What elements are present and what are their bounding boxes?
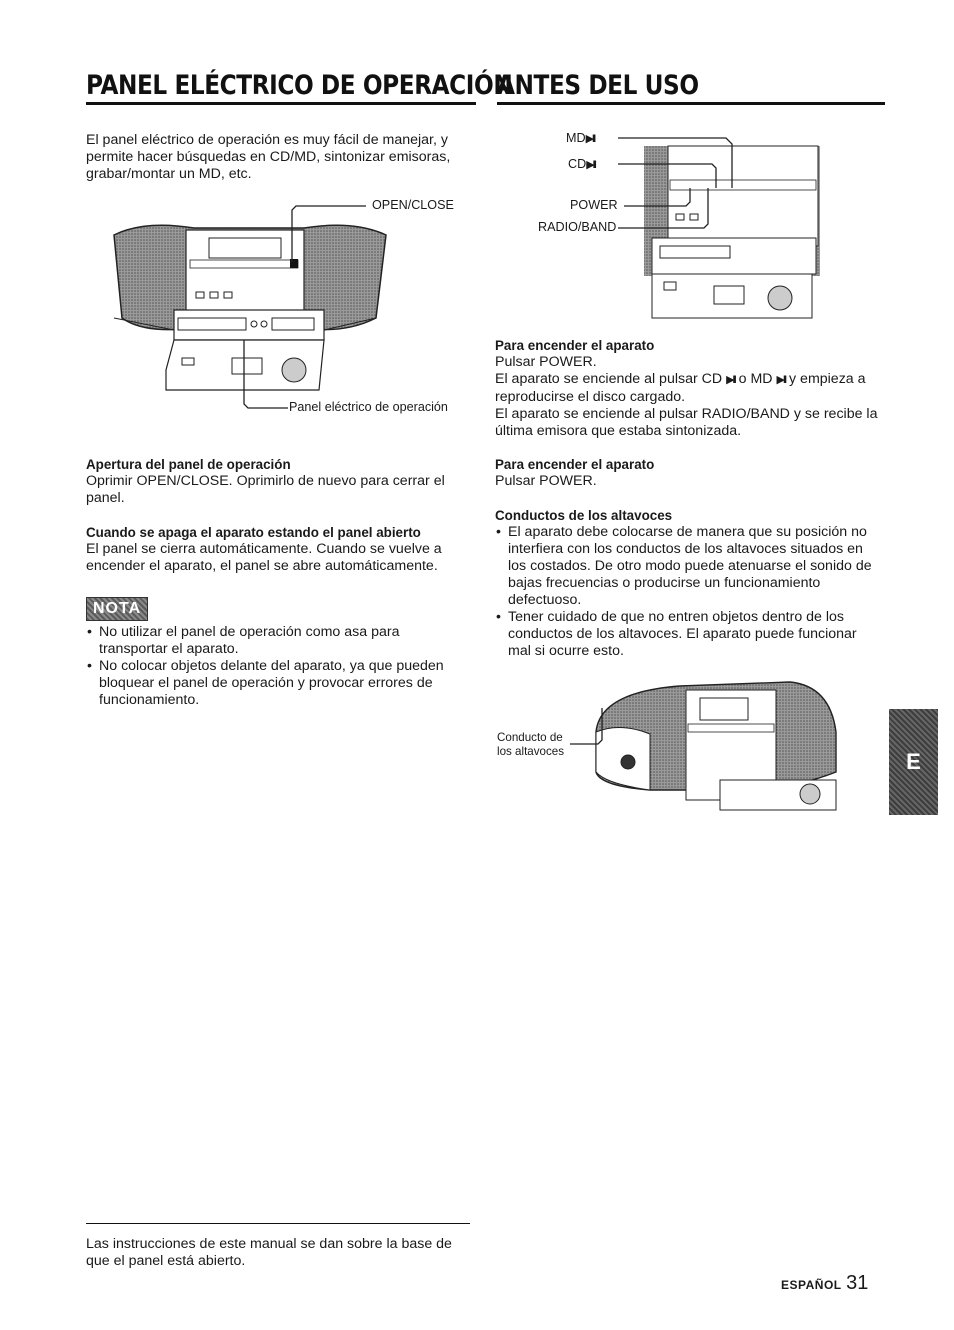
- footnote-rule: [86, 1223, 470, 1224]
- panel-label: Panel eléctrico de operación: [289, 400, 448, 414]
- section-open-text: Oprimir OPEN/CLOSE. Oprimirlo de nuevo para cerrar el panel.: [86, 473, 445, 506]
- nota-item: • No colocar objetos delante del aparato, ya que pueden bloquear el panel de operación y provocar errores de funcionamiento.: [86, 658, 464, 709]
- intro-paragraph: El panel eléctrico de operación es muy fácil de manejar, y permite hacer búsquedas en CD/MD, sintonizar emisoras, grabar/montar un MD, etc.: [86, 132, 451, 182]
- section-off-text: El panel se cierra automáticamente. Cuando se vuelve a encender el aparato, el panel se abre automáticamente.: [86, 541, 442, 574]
- right-heading-rule: [497, 102, 885, 105]
- ducts-item: • Tener cuidado de que no entren objetos dentro de los conductos de los altavoces. El aparato puede funcionar mal si ocurre esto.: [495, 609, 880, 660]
- section-open-title: Apertura del panel de operación: [86, 457, 291, 472]
- open-close-label: OPEN/CLOSE: [372, 198, 454, 212]
- language-tab: E: [889, 709, 938, 815]
- duct-label: Conducto de los altavoces: [497, 731, 565, 758]
- page-number: 31: [846, 1272, 869, 1294]
- radio-band-label: RADIO/BAND: [538, 220, 617, 234]
- ducts-list: [495, 524, 880, 660]
- play-pause-icon: ▶II: [726, 374, 735, 386]
- callout-lines-left: [286, 200, 378, 418]
- footer-language: ESPAÑOL: [781, 1278, 842, 1292]
- md-play-label: MD▶II: [566, 131, 595, 145]
- left-heading-rule: [86, 102, 476, 105]
- play-pause-icon: ▶II: [586, 159, 595, 171]
- right-heading: ANTES DEL USO: [497, 70, 699, 101]
- nota-list: [86, 624, 464, 709]
- callout-lines-buttons: [616, 130, 746, 240]
- power-label: POWER: [570, 198, 618, 212]
- play-pause-icon: ▶II: [776, 374, 786, 386]
- ducts-title: Conductos de los altavoces: [495, 508, 673, 523]
- power-on-title: Para encender el aparato: [495, 338, 655, 353]
- nota-item: • No utilizar el panel de operación como asa para transportar el aparato.: [86, 624, 464, 658]
- callout-line-panel: [240, 340, 290, 412]
- power-on-text-2: Pulsar POWER.: [495, 473, 597, 489]
- power-on-title-2: Para encender el aparato: [495, 457, 655, 472]
- page-footer: [781, 1272, 868, 1295]
- callout-line-duct: [568, 704, 628, 764]
- power-on-text: Pulsar POWER. El aparato se enciende al pulsar CD ▶II o MD ▶II y empieza a reproducirse el disco cargado. El aparato se enciende al pulsar RADIO/BAND y se recibe la última emisora que estaba sintonizada.: [495, 354, 878, 439]
- nota-badge: NOTA: [86, 597, 148, 621]
- cd-play-label: CD▶II: [568, 157, 595, 171]
- play-pause-icon: ▶II: [585, 133, 595, 145]
- footnote: Las instrucciones de este manual se dan sobre la base de que el panel está abierto.: [86, 1236, 452, 1269]
- ducts-item: • El aparato debe colocarse de manera que su posición no interfiera con los conductos de los altavoces situados en los costados. De otro modo puede atenuarse el sonido de bajas frecuencias o producirse un funcionamiento defectuoso.: [495, 524, 880, 609]
- section-off-title: Cuando se apaga el aparato estando el panel abierto: [86, 525, 421, 540]
- left-heading: PANEL ELÉCTRICO DE OPERACIÓN: [86, 70, 513, 101]
